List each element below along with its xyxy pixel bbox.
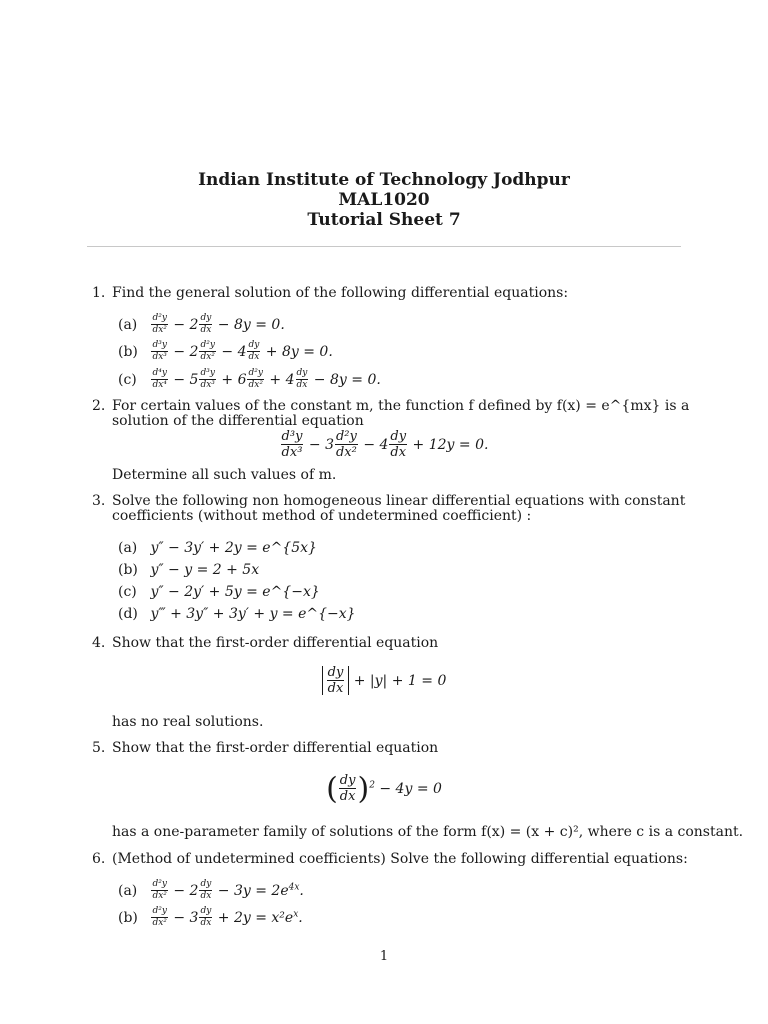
equation: $\frac{\text{d³y}}{\text{dx³}}$ − 2 $\frac{\text{d²y}}{\text{dx²}}$ − 4 $\frac{dy}{dx}$ + 8y = 0. — [152, 340, 333, 362]
question-number: 6. — [92, 851, 106, 867]
q4-tail: has no real solutions. — [112, 714, 264, 730]
course-code: MAL1020 — [338, 190, 430, 210]
equation: y‴ + 3y″ + 3y′ + y = e^{−x} — [150, 606, 356, 622]
item-label: (a) — [118, 316, 138, 333]
question-number: 5. — [92, 740, 106, 756]
equation: $\frac{\text{d⁴y}}{\text{dx⁴}}$ − 5 $\frac{\text{d³y}}{\text{dx³}}$ + 6 $\frac{\text{d²y}}{\text{dx²}}$ + 4 $\frac{dy}{dx}$ − 8y = 0. — [152, 368, 381, 390]
q2-tail: Determine all such values of m. — [112, 467, 337, 483]
question-text: Show that the first-order differential equation — [112, 635, 439, 651]
question-text: Find the general solution of the following differential equations: — [112, 285, 569, 301]
item-label: (d) — [118, 606, 138, 622]
item-label: (b) — [118, 562, 138, 578]
q3-item-a — [118, 540, 317, 556]
item-label: (a) — [118, 540, 138, 556]
question-number: 2. — [92, 398, 106, 414]
header-divider — [87, 246, 681, 247]
sheet-title: Tutorial Sheet 7 — [307, 210, 461, 230]
question-number: 3. — [92, 493, 106, 509]
page-number: 1 — [379, 949, 389, 964]
question-text: Solve the following non homogeneous linear differential equations with constant coefficients (without method of undetermined coefficient) : — [112, 493, 686, 524]
q2-display-equation: $\frac{\text{d³y}}{\text{dx³}}$ − 3 $\frac{\text{d²y}}{\text{dx²}}$ − 4 $\frac{dy}{dx}$ + 12y = 0. — [281, 429, 489, 460]
equation: $\frac{\text{d²y}}{\text{dx²}}$ − 3 $\frac{dy}{dx}$ + $2y = x^2e^x$. — [152, 906, 303, 928]
q4-display-equation: $\frac{dy}{dx}$ + |y| + 1 = 0 — [0, 666, 768, 695]
question-number: 1. — [92, 285, 106, 301]
item-label: (c) — [118, 584, 137, 600]
item-label: (b) — [118, 343, 138, 360]
q3-item-c — [118, 584, 320, 600]
item-label: (a) — [118, 882, 138, 899]
equation: y″ − y = 2 + 5x — [150, 562, 260, 578]
q5-tail: has a one-parameter family of solutions of the form f(x) = (x + c)², where c is a constant. — [112, 824, 744, 840]
q5-display-equation: ( $\frac{dy}{dx}$ )$^2$ − 4y = 0 — [326, 771, 442, 806]
document-header — [0, 170, 768, 230]
item-label: (b) — [118, 909, 138, 926]
q1-item-a — [118, 314, 285, 335]
question-number: 4. — [92, 635, 106, 651]
question-text: Show that the first-order differential equation — [112, 740, 439, 756]
equation: $\frac{\text{d²y}}{\text{dx²}}$ − 2 $\frac{dy}{dx}$ − 8y = 0. — [152, 313, 285, 335]
equation: y″ − 3y′ + 2y = e^{5x} — [150, 540, 317, 556]
institute-name: Indian Institute of Technology Jodhpur — [198, 170, 570, 190]
question-text: (Method of undetermined coefficients) Solve the following differential equations: — [112, 851, 688, 867]
q6-item-a — [118, 880, 304, 901]
equation: $\frac{\text{d²y}}{\text{dx²}}$ − 2 $\frac{dy}{dx}$ − $3y = 2e^{4x}$. — [152, 879, 304, 901]
q1-item-c — [118, 369, 381, 390]
q6-item-b — [118, 907, 303, 928]
question-text: For certain values of the constant m, the function f defined by f(x) = e^{mx} is a solution of the differential equation — [112, 398, 690, 429]
equation: y″ − 2y′ + 5y = e^{−x} — [150, 584, 320, 600]
q1-item-b — [118, 341, 333, 362]
q3-item-d — [118, 606, 356, 622]
item-label: (c) — [118, 371, 137, 388]
q3-item-b — [118, 562, 259, 578]
